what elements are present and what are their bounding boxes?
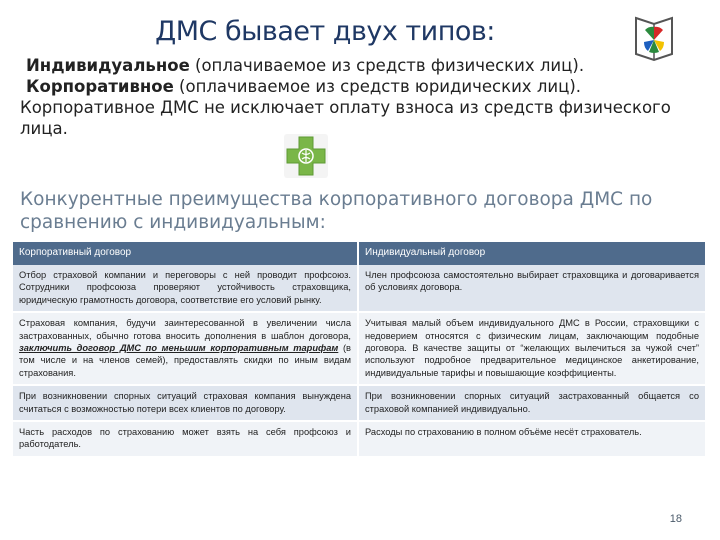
cell-corporate: Часть расходов по страхованию может взять на себя профсоюз и работодатель. [13,421,358,457]
table-row [13,421,706,457]
corporate-note: Корпоративное ДМС не исключает оплату взноса из средств физического лица. [20,98,671,138]
comparison-table [13,242,707,458]
type-individual-label: Индивидуальное [26,56,190,75]
intro-text [20,55,710,139]
cell-text: (в том числе и на членов семей), предоставлять скидки по иным видам страхования. [19,343,351,378]
cell-individual: Член профсоюза самостоятельно выбирает страховщика и договаривается об условиях договора. [358,265,706,312]
cell-corporate: Отбор страховой компании и переговоры с ней проводит профсоюз. Сотрудники профсоюза проверяют устойчивость страховщика, юридическую грамотность договора, соответствие его условий рынку. [13,265,358,312]
page-number: 18 [669,513,682,525]
header-corporate: Корпоративный договор [13,242,358,265]
cell-corporate: При возникновении спорных ситуаций страховая компания вынуждена считаться с возможностью потери всех клиентов по договору. [13,385,358,421]
type-individual-desc: (оплачиваемое из средств физических лиц). [189,56,585,75]
cell-individual: Учитывая малый объем индивидуального ДМС в России, страховщики с недоверием относятся с физическим лицам, заключающим подобные договора. В качестве защиты от “желающих вылечиться за чужой счет” используют подробное предварительное медицинское анкетирование, индивидуальные тарифы и повышающие коэффициенты. [358,312,706,385]
page-title: ДМС бывает двух типов: [155,16,495,47]
cell-individual: При возникновении спорных ситуаций застрахованный общается со страховой компанией индивидуально. [358,385,706,421]
cell-emphasis: заключить договор ДМС по меньшим корпоративным тарифам [19,343,339,354]
cell-text: Страховая компания, будучи заинтересованной в увеличении числа застрахованных, обычно готова вносить дополнения в шаблон договора, [19,318,351,341]
type-corporate-desc: (оплачиваемое из средств юридических лиц). [173,77,582,96]
table-row [13,312,706,385]
cell-corporate [13,312,358,385]
table-row [13,385,706,421]
section-subtitle: Конкурентные преимущества корпоративного договора ДМС по сравнению с индивидуальным: [20,189,653,233]
cell-individual: Расходы по страхованию в полном объёме несёт страхователь. [358,421,706,457]
table-row [13,265,706,312]
medical-cross-icon [282,132,330,180]
header-individual: Индивидуальный договор [358,242,706,265]
type-corporate-label: Корпоративное [26,77,174,96]
